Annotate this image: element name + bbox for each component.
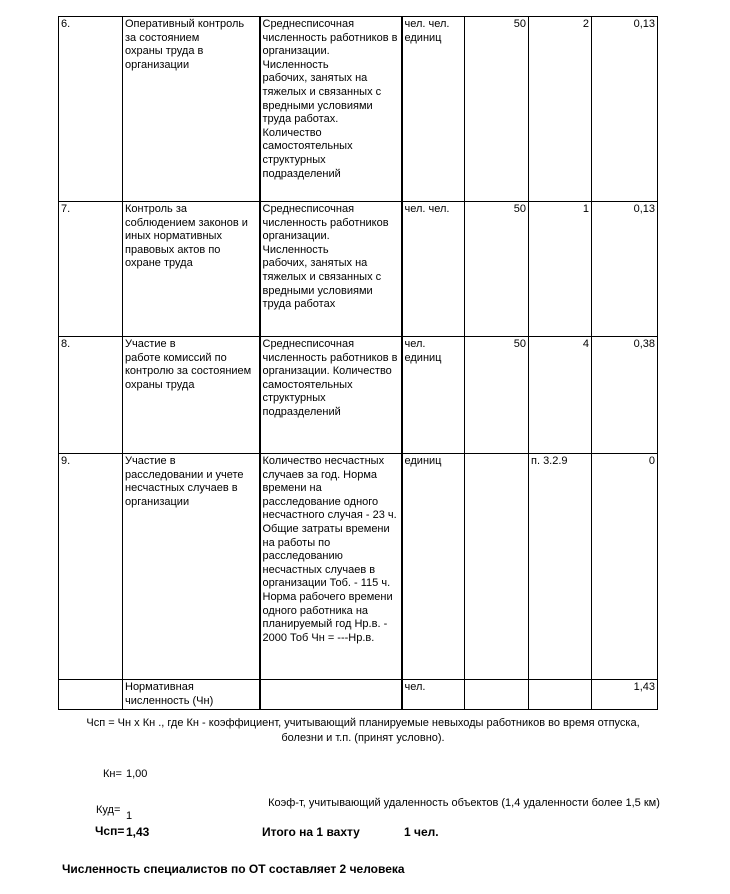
activity-cell: Участие в работе комиссий по контролю за состоянием охраны труда xyxy=(123,337,260,454)
row-number: 7. xyxy=(59,202,123,337)
result-cell: 0,13 xyxy=(592,202,658,337)
value-cell: 50 xyxy=(465,202,529,337)
kn-label: Кн= xyxy=(103,768,122,780)
value-cell: 50 xyxy=(465,17,529,202)
formula-note: Чсп = Чн х Кн ., где Кн - коэффициент, учитывающий планируемые невыходы работников во время отпуска, болезни и т.п. (принят условно). xyxy=(86,717,640,744)
total-label: Итого на 1 вахту xyxy=(262,825,360,839)
basis-cell xyxy=(260,680,402,710)
kn-value: 1,00 xyxy=(126,768,148,780)
table-row xyxy=(59,337,658,454)
norm-cell: 4 xyxy=(529,337,592,454)
basis-cell: Количество несчастных случаев за год. Норма времени на расследование одного несчастного случая - 23 ч. Общие затраты времени на работы по расследованию несчастных случаев в организации Тоб. - 115 ч. Норма рабочего времени одного работника на планируемый год Нр.в. - 2000 Тоб Чн = ---Нр.в. xyxy=(260,454,402,680)
table-row xyxy=(59,680,658,710)
activity-cell: Контроль за соблюдением законов и иных нормативных правовых актов по охране труда xyxy=(123,202,260,337)
activity-cell: Оперативный контроль за состоянием охраны труда в организации xyxy=(123,17,260,202)
kud-label: Куд= xyxy=(96,804,121,816)
conclusion-text: Численность специалистов по ОТ составляет 2 человека xyxy=(62,862,405,876)
basis-cell: Среднесписочная численность работников в организации. Количество самостоятельных структурных подразделений xyxy=(260,337,402,454)
ot-staffing-table xyxy=(58,16,658,710)
unit-cell: единиц xyxy=(402,454,465,680)
chsp-label: Чсп= xyxy=(95,824,125,838)
kud-value: 1 xyxy=(126,810,133,822)
result-cell: 0,38 xyxy=(592,337,658,454)
norm-cell: 1 xyxy=(529,202,592,337)
result-cell: 0 xyxy=(592,454,658,680)
norm-cell: 2 xyxy=(529,17,592,202)
table-row xyxy=(59,202,658,337)
unit-cell: чел. xyxy=(402,680,465,710)
value-cell: 50 xyxy=(465,337,529,454)
row-number: 8. xyxy=(59,337,123,454)
activity-cell: Участие в расследовании и учете несчастных случаев в организации xyxy=(123,454,260,680)
chsp-value: 1,43 xyxy=(126,825,150,839)
total-value: 1 чел. xyxy=(404,825,439,839)
row-number xyxy=(59,680,123,710)
basis-cell: Среднесписочная численность работников в организации. Численность рабочих, занятых на тяжелых и связанных с вредными условиями труда работах. Количество самостоятельных структурных подразделений xyxy=(260,17,402,202)
row-number: 9. xyxy=(59,454,123,680)
norm-cell: п. 3.2.9 xyxy=(529,454,592,680)
unit-cell: чел. чел. xyxy=(402,202,465,337)
row-number: 6. xyxy=(59,17,123,202)
result-cell: 0,13 xyxy=(592,17,658,202)
table-row xyxy=(59,454,658,680)
value-cell xyxy=(465,454,529,680)
table-row xyxy=(59,17,658,202)
kud-description: Коэф-т, учитывающий удаленность объектов (1,4 удаленности более 1,5 км) xyxy=(268,797,660,809)
value-cell xyxy=(465,680,529,710)
activity-cell: Нормативная численность (Чн) xyxy=(123,680,260,710)
norm-cell xyxy=(529,680,592,710)
unit-cell: чел. единиц xyxy=(402,337,465,454)
basis-cell: Среднесписочная численность работников организации. Численность рабочих, занятых на тяжелых и связанных с вредными условиями труда работах xyxy=(260,202,402,337)
result-cell: 1,43 xyxy=(592,680,658,710)
unit-cell: чел. чел. единиц xyxy=(402,17,465,202)
